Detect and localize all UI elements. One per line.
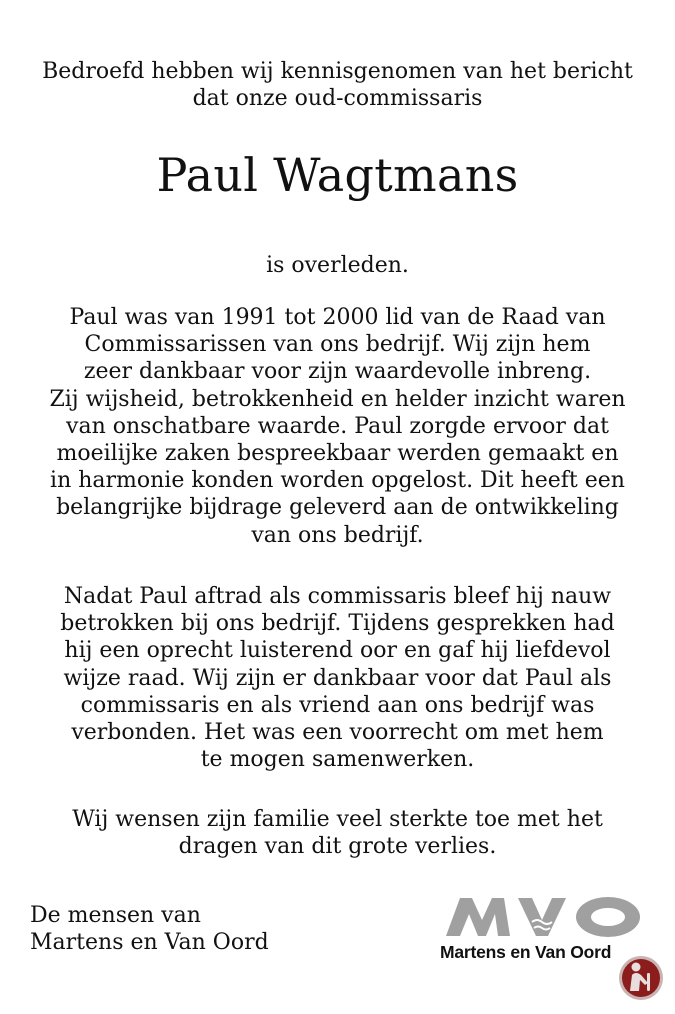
- paragraph-line: Zij wijsheid, betrokkenheid en helder inzicht waren: [49, 386, 626, 412]
- paragraph-line: van ons bedrijf.: [251, 522, 424, 548]
- paragraph-2: [20, 583, 655, 773]
- paragraph-line: te mogen samenwerken.: [200, 747, 475, 773]
- intro-line: dat onze oud-commissaris: [192, 86, 483, 112]
- paragraph-line: betrokken bij ons bedrijf. Tijdens gesprekken had: [60, 611, 615, 637]
- paragraph-line: commissaris en als vriend aan ons bedrijf was: [80, 692, 595, 718]
- signature-line: De mensen van: [30, 903, 201, 928]
- signature-line: Martens en Van Oord: [30, 930, 269, 956]
- paragraph-line: wijze raad. Wij zijn er dankbaar voor dat Paul als: [63, 665, 612, 691]
- paragraph-line: in harmonie konden worden opgelost. Dit heeft een: [50, 468, 625, 494]
- paragraph-line: Paul was van 1991 tot 2000 lid van de Raad van: [69, 305, 606, 330]
- paragraph-line: Wij wensen zijn familie veel sterkte toe met het: [72, 807, 603, 832]
- paragraph-line: Nadat Paul aftrad als commissaris bleef hij nauw: [63, 584, 612, 609]
- paragraph-line: zeer dankbaar voor zijn waardevolle inbreng.: [83, 359, 592, 385]
- deceased-name: Paul Wagtmans: [156, 148, 519, 202]
- paragraph-line: belangrijke bijdrage geleverd aan de ontwikkeling: [56, 495, 619, 521]
- logo-caption: Martens en Van Oord: [440, 942, 612, 962]
- signature: [30, 902, 269, 956]
- intro-line: Bedroefd hebben wij kennisgenomen van het bericht: [42, 59, 633, 84]
- company-logo: [440, 892, 645, 1002]
- mvo-wordmark-icon: [440, 892, 645, 940]
- paragraph-1: [20, 304, 655, 549]
- paragraph-line: dragen van dit grote verlies.: [178, 834, 497, 860]
- paragraph-line: hij een oprecht luisterend oor en gaf hij liefdevol: [64, 638, 611, 664]
- paragraph-line: Commissarissen van ons bedrijf. Wij zijn hem: [84, 332, 591, 358]
- died-text: is overleden.: [266, 253, 409, 278]
- memorial-figure-icon: [618, 955, 664, 1001]
- paragraph-line: van onschatbare waarde. Paul zorgde ervoor dat: [66, 413, 609, 439]
- intro-text: [20, 58, 655, 112]
- paragraph-line: moeilijke zaken bespreekbaar werden gemaakt en: [56, 441, 619, 467]
- paragraph-line: verbonden. Het was een voorrecht om met hem: [71, 720, 604, 746]
- paragraph-3: [20, 806, 655, 860]
